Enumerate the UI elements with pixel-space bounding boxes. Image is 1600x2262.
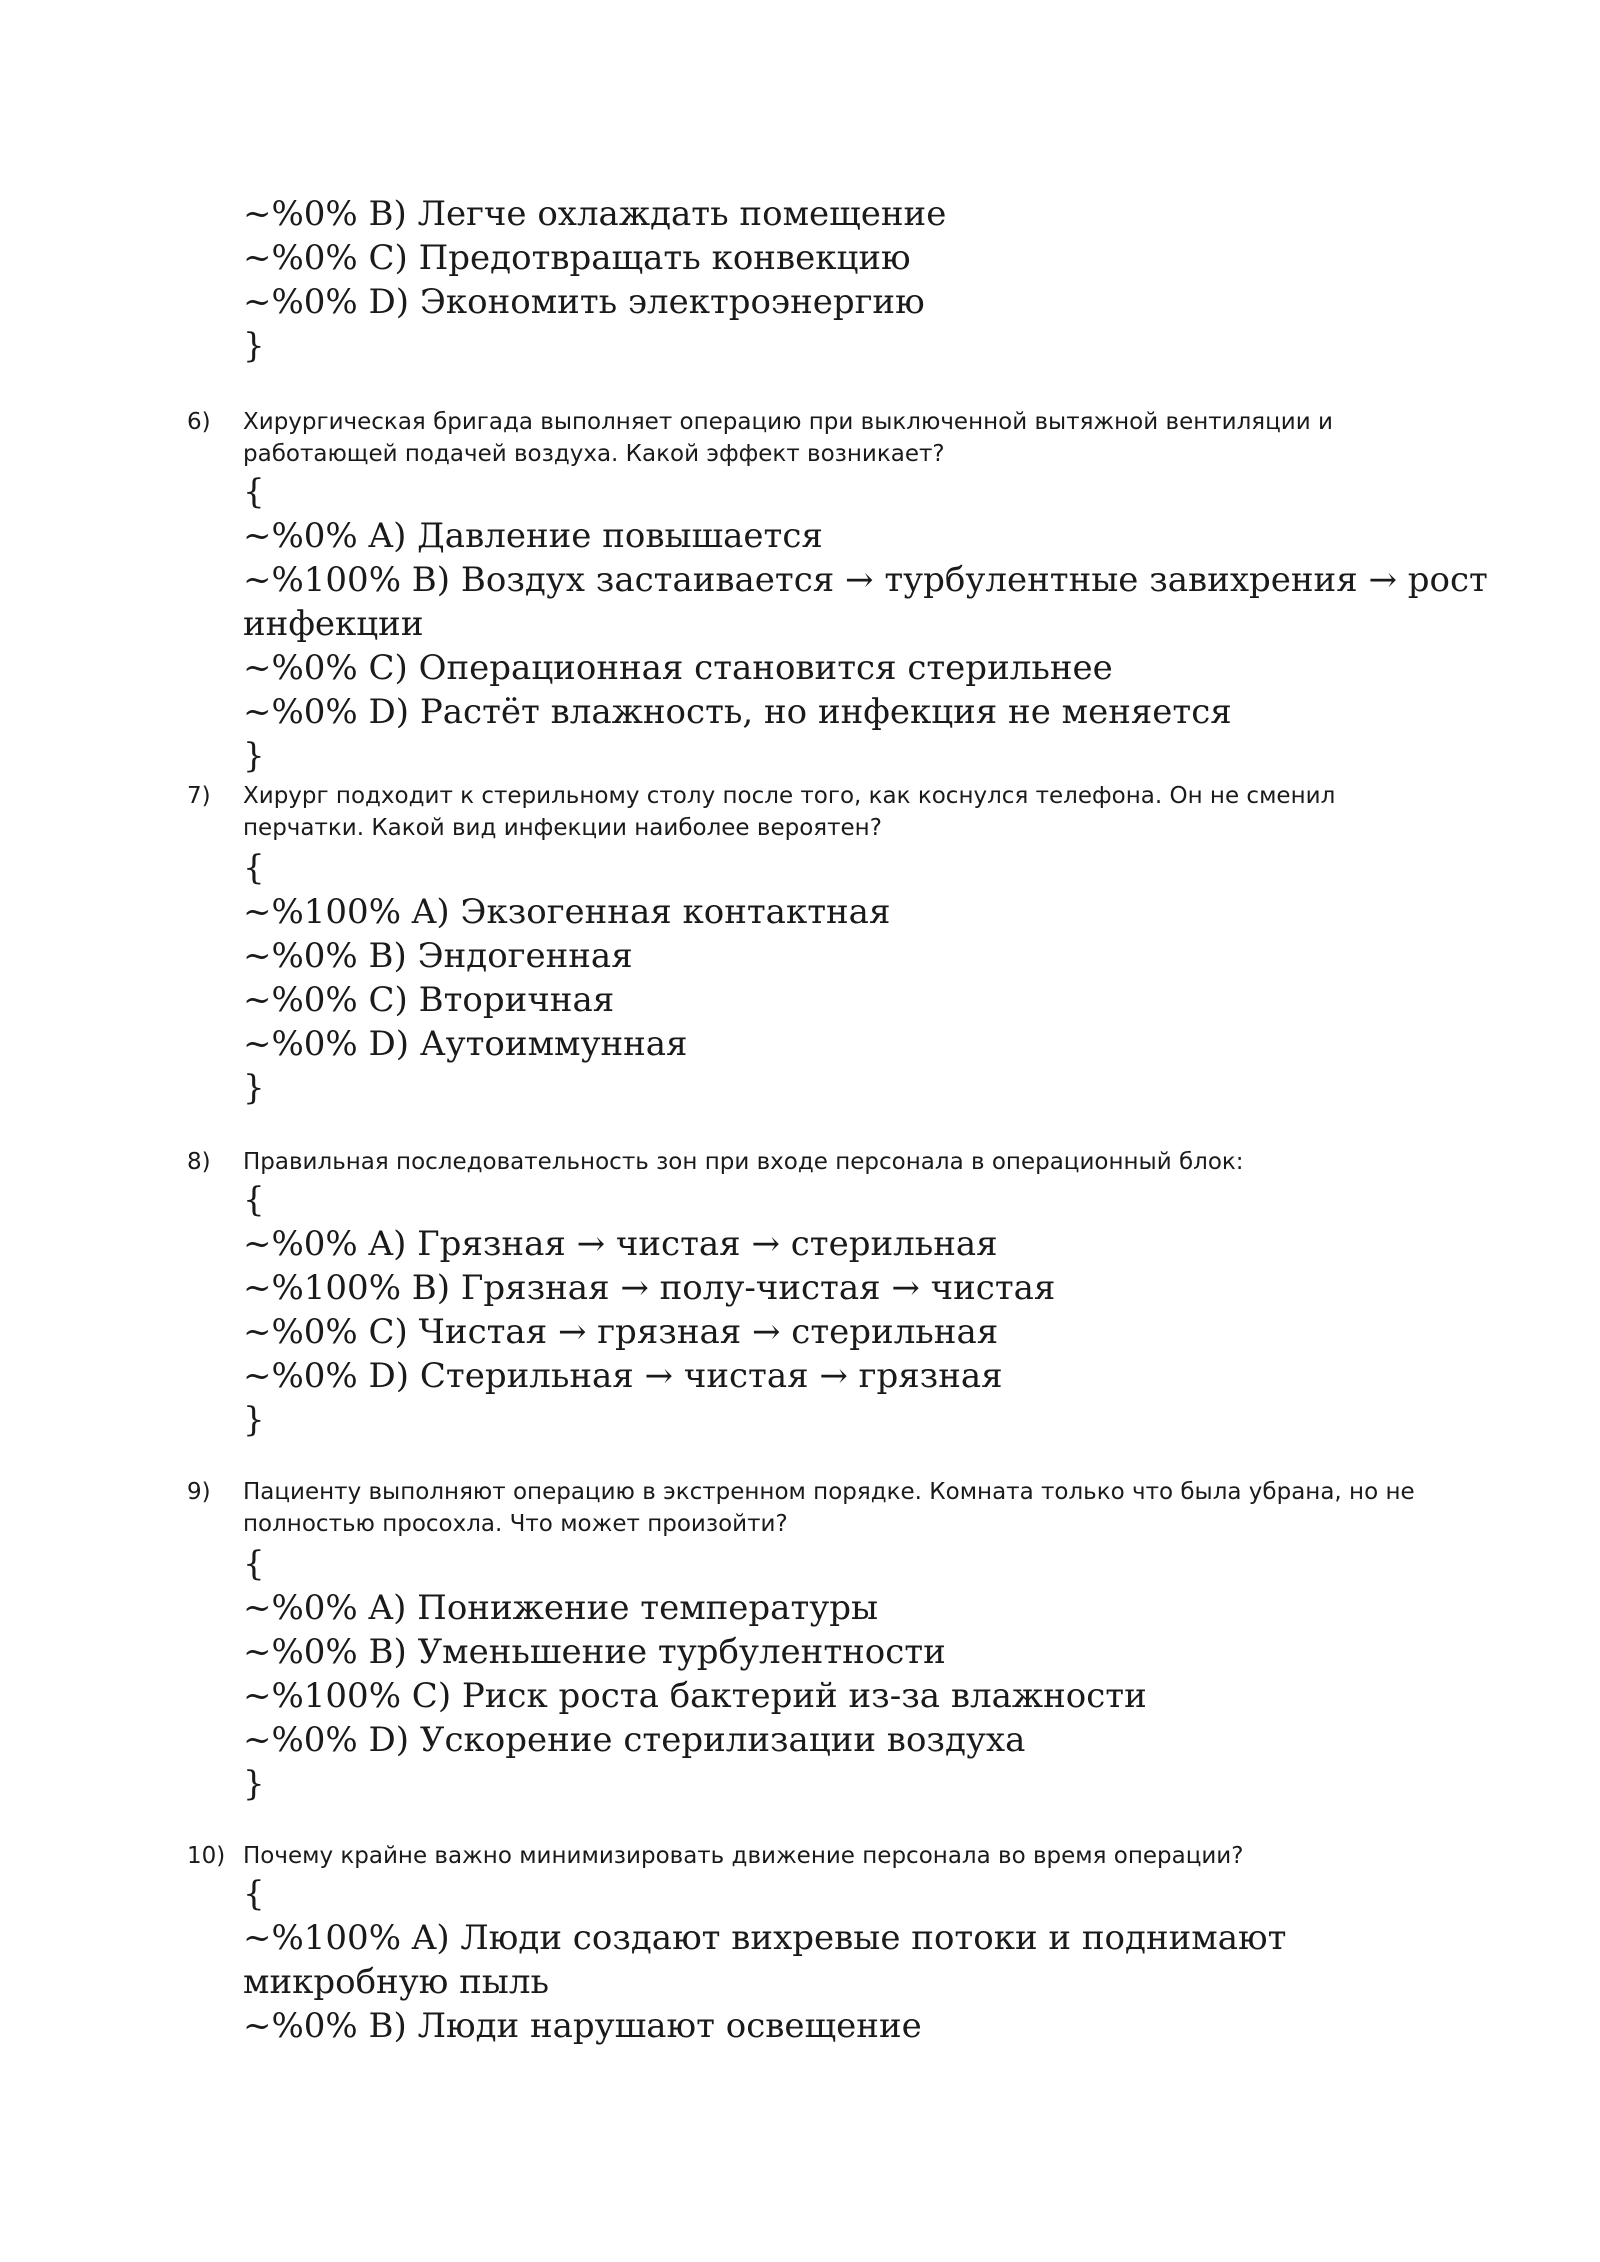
answer-option: ~%100% A) Экзогенная контактная [243, 892, 891, 932]
answer-option: ~%100% B) Грязная → полу-чистая → чистая [243, 1268, 1056, 1308]
answer-option: ~%100% A) Люди создают вихревые потоки и поднимают [243, 1918, 1287, 1958]
answer-option: ~%0% B) Уменьшение турбулентности [243, 1632, 946, 1672]
answer-option: микробную пыль [243, 1962, 549, 2002]
opening-brace: { [243, 848, 265, 888]
answer-option: ~%0% D) Ускорение стерилизации воздуха [243, 1720, 1026, 1760]
opening-brace: { [243, 472, 265, 512]
answer-option: ~%0% D) Стерильная → чистая → грязная [243, 1356, 1003, 1396]
answer-option: ~%0% C) Чистая → грязная → стерильная [243, 1312, 999, 1352]
answer-option: ~%0% D) Экономить электроэнергию [243, 282, 925, 322]
question-text: Почему крайне важно минимизировать движение персонала во время операции? [243, 1843, 1244, 1869]
answer-option: ~%100% B) Воздух застаивается → турбулентные завихрения → рост [243, 560, 1488, 600]
answer-option: ~%0% A) Давление повышается [243, 516, 823, 556]
answer-option: ~%0% C) Предотвращать конвекцию [243, 238, 911, 278]
answer-option: ~%0% C) Вторичная [243, 980, 615, 1020]
answer-option: инфекции [243, 604, 424, 644]
question-number: 7) [187, 783, 211, 809]
answer-option: ~%0% B) Люди нарушают освещение [243, 2006, 922, 2046]
closing-brace: } [243, 1764, 265, 1804]
opening-brace: { [243, 1180, 265, 1220]
closing-brace: } [243, 1068, 265, 1108]
answer-option: ~%0% A) Понижение температуры [243, 1588, 879, 1628]
closing-brace: } [243, 736, 265, 776]
closing-brace: } [243, 326, 265, 366]
question-text: Хирург подходит к стерильному столу после того, как коснулся телефона. Он не сменил [243, 783, 1336, 809]
answer-option: ~%0% C) Операционная становится стерильнее [243, 648, 1113, 688]
question-text: Пациенту выполняют операцию в экстренном порядке. Комната только что была убрана, но не [243, 1479, 1415, 1505]
answer-option: ~%0% D) Аутоиммунная [243, 1024, 688, 1064]
answer-option: ~%0% A) Грязная → чистая → стерильная [243, 1224, 998, 1264]
closing-brace: } [243, 1400, 265, 1440]
question-number: 6) [187, 409, 211, 435]
opening-brace: { [243, 1874, 265, 1914]
answer-option: ~%0% B) Эндогенная [243, 936, 633, 976]
answer-option: ~%0% D) Растёт влажность, но инфекция не меняется [243, 692, 1232, 732]
question-number: 8) [187, 1149, 211, 1175]
question-text: Хирургическая бригада выполняет операцию при выключенной вытяжной вентиляции и [243, 409, 1333, 435]
answer-option: ~%0% B) Легче охлаждать помещение [243, 194, 947, 234]
question-number: 10) [187, 1843, 226, 1869]
question-number: 9) [187, 1479, 211, 1505]
question-text: полностью просохла. Что может произойти? [243, 1511, 788, 1537]
question-text: перчатки. Какой вид инфекции наиболее вероятен? [243, 815, 882, 841]
opening-brace: { [243, 1544, 265, 1584]
question-text: Правильная последовательность зон при входе персонала в операционный блок: [243, 1149, 1244, 1175]
answer-option: ~%100% C) Риск роста бактерий из-за влажности [243, 1676, 1147, 1716]
question-text: работающей подачей воздуха. Какой эффект возникает? [243, 441, 945, 467]
